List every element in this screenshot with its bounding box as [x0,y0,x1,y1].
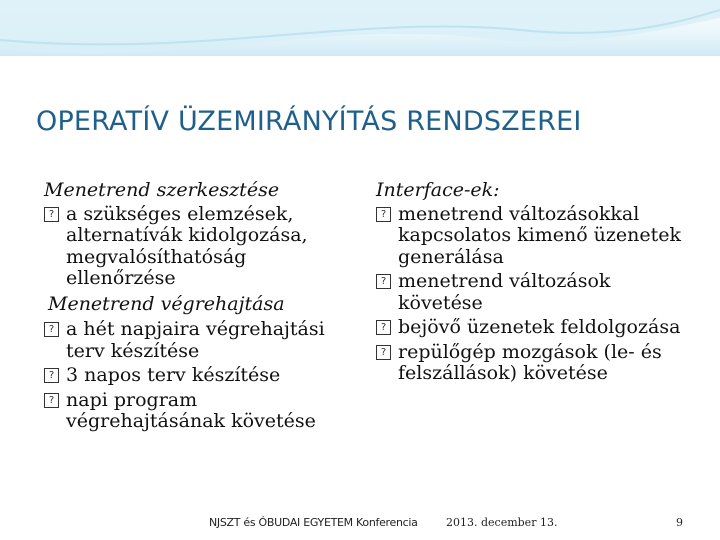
list-item-text: menetrend változások követése [398,270,611,314]
list-item-text: bejövő üzenetek feldolgozása [398,316,681,338]
slide-title: OPERATÍV ÜZEMIRÁNYÍTÁS RENDSZEREI [36,106,582,137]
missing-glyph-icon: ? [376,345,391,360]
missing-glyph-icon: ? [376,207,391,222]
list-item [376,342,696,385]
list-item [376,271,696,314]
missing-glyph-icon: ? [44,393,59,408]
list-item [376,317,696,339]
right-column [376,180,696,388]
menetrend-szerkesztese-heading: Menetrend szerkesztése [44,179,280,201]
missing-glyph-icon: ? [376,274,391,289]
footer-date: 2013. december 13. [446,516,558,529]
list-item-text: a szükséges elemzések, alternatívák kidolgozása, megvalósíthatóság ellenőrzése [66,202,308,289]
interface-ek-heading: Interface-ek: [376,179,500,201]
missing-glyph-icon: ? [376,320,391,335]
left-column [44,180,354,436]
list-item [44,390,354,433]
list-item-text: 3 napos terv készítése [66,364,281,386]
decorative-wave [0,0,720,70]
list-item [376,204,696,269]
list-item-text: menetrend változásokkal kapcsolatos kimenő üzenetek generálása [398,202,682,268]
list-item-text: repülőgép mozgások (le- és felszállások) követése [398,340,662,384]
list-item [44,204,354,290]
missing-glyph-icon: ? [44,322,59,337]
menetrend-vegrehajtasa-heading: Menetrend végrehajtása [48,292,285,315]
list-item [44,319,354,362]
page-number: 9 [676,516,683,529]
missing-glyph-icon: ? [44,368,59,383]
missing-glyph-icon: ? [44,207,59,222]
list-item [44,365,354,387]
footer-organization: NJSZT és ÓBUDAI EGYETEM Konferencia [209,516,418,529]
list-item-text: napi program végrehajtásának követése [66,388,316,432]
list-item-text: a hét napjaira végrehajtási terv készítése [66,318,325,362]
